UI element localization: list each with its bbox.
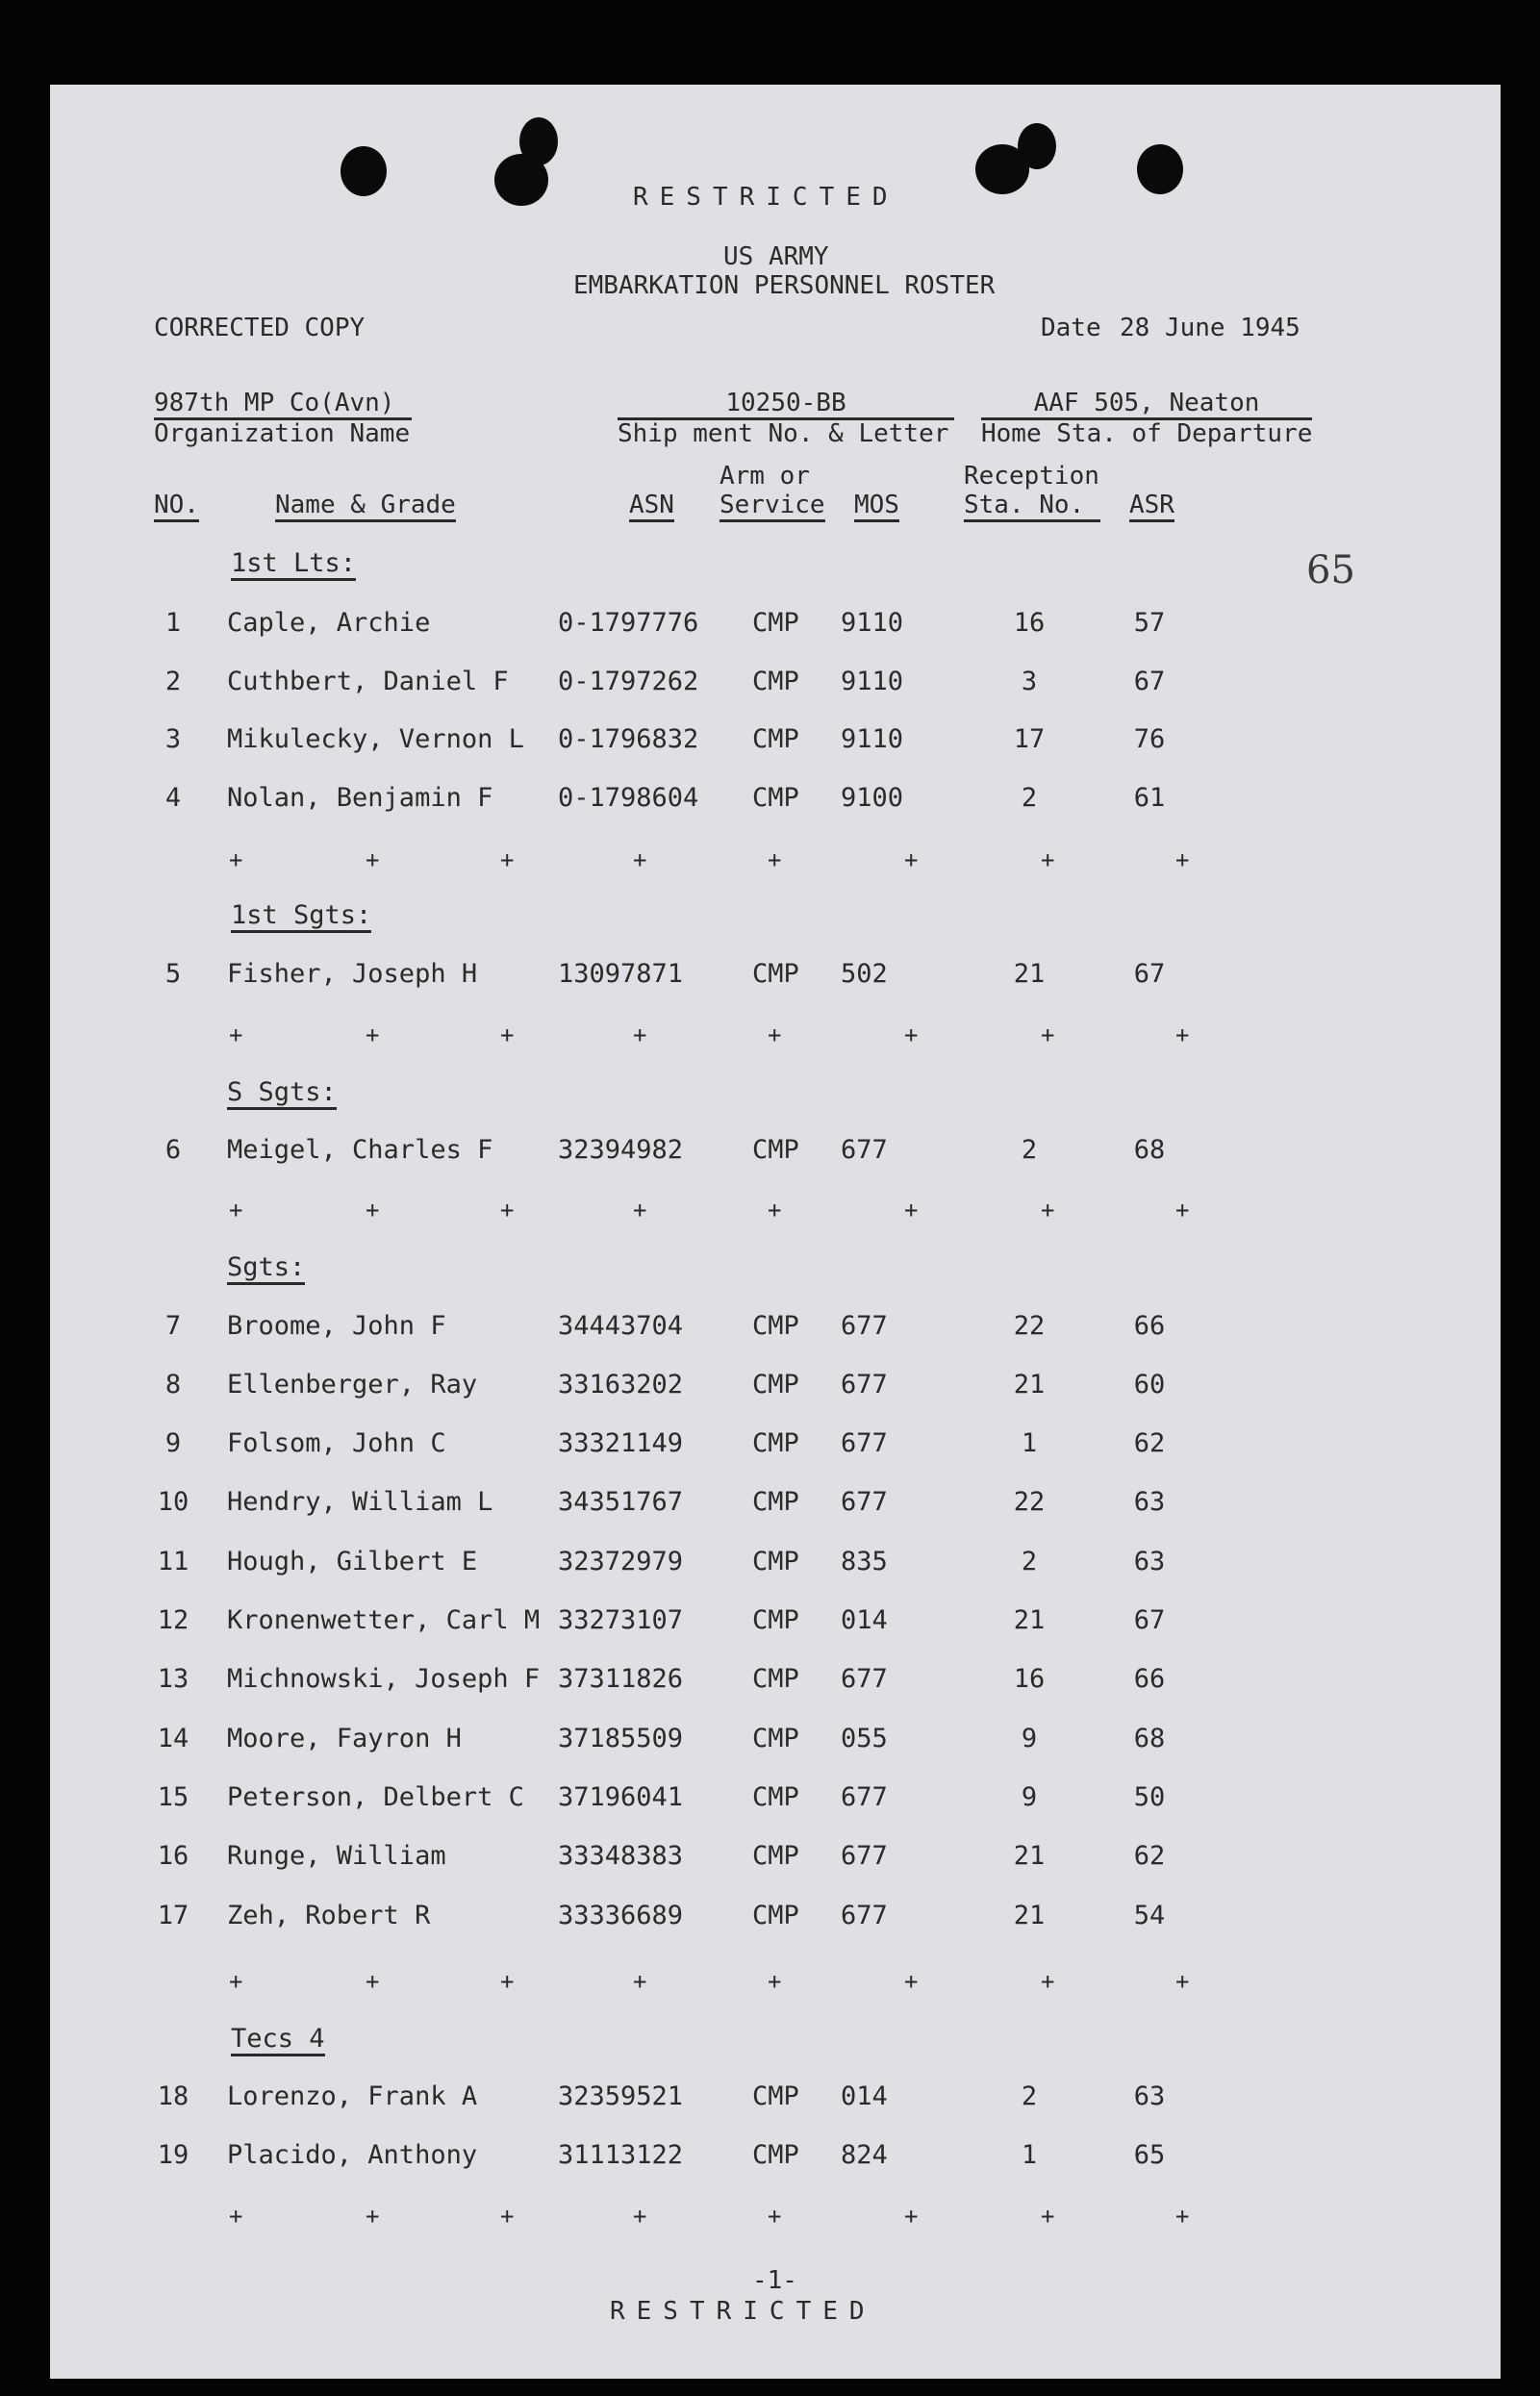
cell-rec: 22 [1013,1311,1046,1341]
roster-row [0,1428,1540,1467]
cell-rec: 21 [1013,959,1046,989]
separator-mark: + [1041,1968,1055,1995]
section-title: 1st Lts: [231,550,356,581]
cell-asr: 63 [1133,1547,1166,1576]
cell-asn: 13097871 [558,959,684,989]
separator-row [0,1968,1540,1997]
cell-asr: 68 [1133,1724,1166,1753]
separator-mark: + [500,1968,515,1995]
cell-asr: 66 [1133,1311,1166,1341]
cell-no: 14 [157,1724,189,1753]
cell-asr: 61 [1133,783,1166,813]
cell-name: Broome, John F [227,1311,446,1341]
cell-arm: CMP [752,1311,799,1341]
cell-asn: 0-1797262 [558,667,699,696]
cell-asn: 0-1797776 [558,608,699,638]
cell-asn: 33336689 [558,1901,684,1930]
cell-name: Placido, Anthony [227,2140,478,2170]
cell-arm: CMP [752,1547,799,1576]
col-header-rec-line2: Sta. No. [964,492,1100,522]
separator-mark: + [768,2203,782,2230]
cell-mos: 677 [841,1487,888,1517]
form-title: EMBARKATION PERSONNEL ROSTER [573,271,996,300]
roster-row [0,1664,1540,1702]
cell-asn: 34351767 [558,1487,684,1517]
separator-mark: + [1175,846,1190,873]
cell-no: 19 [157,2140,189,2170]
section-title: S Sgts: [227,1079,337,1110]
agency-title: US ARMY [723,242,829,271]
col-header-asr: ASR [1129,492,1174,522]
cell-name: Peterson, Delbert C [227,1782,524,1812]
separator-mark: + [904,1021,919,1048]
cell-mos: 9110 [841,724,904,754]
cell-name: Kronenwetter, Carl M [227,1605,541,1635]
separator-mark: + [229,1968,243,1995]
cell-no: 8 [164,1370,182,1400]
separator-mark: + [1175,1021,1190,1048]
cell-no: 18 [157,2081,189,2111]
punch-hole-3 [519,117,558,165]
cell-arm: CMP [752,1782,799,1812]
separator-mark: + [904,1968,919,1995]
separator-mark: + [366,1197,380,1223]
cell-asr: 50 [1133,1782,1166,1812]
cell-no: 15 [157,1782,189,1812]
cell-rec: 21 [1013,1841,1046,1871]
separator-mark: + [500,846,515,873]
cell-rec: 16 [1013,608,1046,638]
cell-mos: 677 [841,1135,888,1165]
separator-mark: + [229,2203,243,2230]
cell-name: Meigel, Charles F [227,1135,493,1165]
cell-mos: 824 [841,2140,888,2170]
cell-arm: CMP [752,1841,799,1871]
cell-rec: 9 [1021,1724,1038,1753]
separator-mark: + [633,1197,647,1223]
separator-mark: + [633,1021,647,1048]
roster-row [0,1135,1540,1173]
cell-rec: 1 [1021,2140,1038,2170]
cell-asn: 37311826 [558,1664,684,1694]
cell-no: 1 [164,608,182,638]
cell-mos: 055 [841,1724,888,1753]
separator-mark: + [904,2203,919,2230]
roster-row [0,783,1540,821]
cell-name: Hendry, William L [227,1487,493,1517]
roster-row [0,2081,1540,2120]
roster-row [0,1547,1540,1585]
cell-arm: CMP [752,1428,799,1458]
restricted-bottom: RESTRICTED [610,2297,876,2326]
date-value: 28 June 1945 [1120,314,1300,342]
cell-asn: 32359521 [558,2081,684,2111]
date-label: Date [1041,314,1101,342]
separator-mark: + [1041,1021,1055,1048]
cell-asn: 0-1796832 [558,724,699,754]
cell-no: 17 [157,1901,189,1930]
corrected-copy: CORRECTED COPY [154,314,366,342]
roster-row [0,1605,1540,1644]
col-header-no: NO. [154,492,199,522]
separator-mark: + [500,1021,515,1048]
cell-no: 4 [164,783,182,813]
cell-mos: 9110 [841,608,904,638]
cell-asr: 65 [1133,2140,1166,2170]
roster-row [0,1311,1540,1349]
roster-row [0,1901,1540,1939]
separator-mark: + [1041,2203,1055,2230]
cell-mos: 835 [841,1547,888,1576]
cell-asn: 37185509 [558,1724,684,1753]
roster-row [0,959,1540,997]
cell-no: 11 [157,1547,189,1576]
cell-rec: 3 [1021,667,1038,696]
cell-asn: 32372979 [558,1547,684,1576]
cell-rec: 9 [1021,1782,1038,1812]
cell-asr: 68 [1133,1135,1166,1165]
separator-mark: + [633,1968,647,1995]
cell-name: Ellenberger, Ray [227,1370,478,1400]
cell-arm: CMP [752,1135,799,1165]
cell-mos: 677 [841,1841,888,1871]
cell-asr: 67 [1133,1605,1166,1635]
cell-mos: 9100 [841,783,904,813]
cell-name: Mikulecky, Vernon L [227,724,524,754]
cell-mos: 677 [841,1428,888,1458]
cell-asn: 33321149 [558,1428,684,1458]
cell-no: 13 [157,1664,189,1694]
separator-mark: + [904,1197,919,1223]
cell-rec: 2 [1021,1135,1038,1165]
cell-name: Michnowski, Joseph F [227,1664,541,1694]
separator-mark: + [366,846,380,873]
separator-mark: + [1175,1968,1190,1995]
cell-rec: 22 [1013,1487,1046,1517]
separator-row [0,846,1540,875]
cell-arm: CMP [752,2140,799,2170]
separator-mark: + [768,1021,782,1048]
cell-arm: CMP [752,959,799,989]
col-header-rec-line1: Reception [964,462,1099,491]
cell-name: Hough, Gilbert E [227,1547,478,1576]
roster-row [0,2140,1540,2179]
cell-asr: 62 [1133,1428,1166,1458]
roster-row [0,1487,1540,1526]
cell-name: Folsom, John C [227,1428,446,1458]
cell-mos: 9110 [841,667,904,696]
separator-mark: + [633,846,647,873]
separator-mark: + [1175,1197,1190,1223]
separator-mark: + [633,2203,647,2230]
separator-row [0,1197,1540,1225]
cell-name: Nolan, Benjamin F [227,783,493,813]
station-value: AAF 505, Neaton [981,391,1312,420]
cell-rec: 21 [1013,1370,1046,1400]
cell-name: Fisher, Joseph H [227,959,478,989]
separator-mark: + [768,1968,782,1995]
cell-rec: 2 [1021,1547,1038,1576]
cell-mos: 677 [841,1901,888,1930]
shipment-value: 10250-BB [618,391,954,420]
cell-asr: 54 [1133,1901,1166,1930]
cell-arm: CMP [752,783,799,813]
cell-mos: 677 [841,1370,888,1400]
cell-asr: 66 [1133,1664,1166,1694]
col-header-arm-line1: Arm or [720,462,810,491]
cell-no: 9 [164,1428,182,1458]
page-mark-number: 65 [1306,548,1355,593]
cell-rec: 2 [1021,2081,1038,2111]
cell-name: Runge, William [227,1841,446,1871]
cell-no: 10 [157,1487,189,1517]
cell-asn: 37196041 [558,1782,684,1812]
cell-mos: 677 [841,1664,888,1694]
col-header-mos: MOS [854,492,899,522]
roster-row [0,608,1540,646]
cell-no: 5 [164,959,182,989]
cell-arm: CMP [752,1605,799,1635]
cell-asr: 67 [1133,959,1166,989]
separator-row [0,1021,1540,1050]
cell-rec: 21 [1013,1901,1046,1930]
separator-mark: + [366,1968,380,1995]
cell-arm: CMP [752,1370,799,1400]
cell-asr: 63 [1133,2081,1166,2111]
cell-arm: CMP [752,724,799,754]
cell-asr: 63 [1133,1487,1166,1517]
separator-row [0,2203,1540,2232]
cell-no: 3 [164,724,182,754]
roster-row [0,1782,1540,1821]
cell-arm: CMP [752,1664,799,1694]
roster-row [0,724,1540,763]
cell-asn: 33163202 [558,1370,684,1400]
col-header-asn: ASN [629,492,674,522]
shipment-label: Ship ment No. & Letter [618,419,949,448]
organization-label: Organization Name [154,419,411,448]
cell-arm: CMP [752,667,799,696]
cell-rec: 21 [1013,1605,1046,1635]
cell-mos: 677 [841,1782,888,1812]
cell-mos: 014 [841,1605,888,1635]
cell-name: Lorenzo, Frank A [227,2081,478,2111]
roster-row [0,1841,1540,1879]
cell-arm: CMP [752,608,799,638]
punch-hole-6 [1137,144,1183,194]
punch-hole-5 [1018,123,1056,169]
cell-mos: 014 [841,2081,888,2111]
separator-mark: + [904,846,919,873]
cell-asn: 31113122 [558,2140,684,2170]
separator-mark: + [768,846,782,873]
section-title: Tecs 4 [231,2026,325,2056]
cell-name: Cuthbert, Daniel F [227,667,509,696]
station-label: Home Sta. of Departure [981,419,1313,448]
separator-mark: + [229,1021,243,1048]
punch-hole-1 [341,146,387,196]
cell-asr: 76 [1133,724,1166,754]
cell-rec: 2 [1021,783,1038,813]
separator-mark: + [366,1021,380,1048]
cell-no: 6 [164,1135,182,1165]
cell-asr: 62 [1133,1841,1166,1871]
cell-rec: 1 [1021,1428,1038,1458]
cell-asr: 67 [1133,667,1166,696]
cell-rec: 16 [1013,1664,1046,1694]
cell-asn: 34443704 [558,1311,684,1341]
separator-mark: + [1041,1197,1055,1223]
cell-mos: 677 [841,1311,888,1341]
cell-no: 12 [157,1605,189,1635]
cell-asn: 0-1798604 [558,783,699,813]
cell-no: 2 [164,667,182,696]
cell-name: Caple, Archie [227,608,431,638]
section-title: Sgts: [227,1254,305,1285]
cell-name: Zeh, Robert R [227,1901,431,1930]
page-number: -1- [752,2266,797,2295]
separator-mark: + [366,2203,380,2230]
cell-asn: 32394982 [558,1135,684,1165]
separator-mark: + [229,846,243,873]
cell-asr: 57 [1133,608,1166,638]
roster-row [0,1724,1540,1762]
separator-mark: + [1175,2203,1190,2230]
cell-arm: CMP [752,1487,799,1517]
separator-mark: + [500,2203,515,2230]
separator-mark: + [768,1197,782,1223]
separator-mark: + [229,1197,243,1223]
cell-arm: CMP [752,1901,799,1930]
cell-rec: 17 [1013,724,1046,754]
organization-value: 987th MP Co(Avn) [154,391,412,420]
separator-mark: + [1041,846,1055,873]
section-title: 1st Sgts: [231,902,371,933]
cell-asn: 33348383 [558,1841,684,1871]
col-header-arm-line2: Service [720,492,825,522]
cell-asn: 33273107 [558,1605,684,1635]
roster-row [0,1370,1540,1408]
cell-no: 7 [164,1311,182,1341]
roster-row [0,667,1540,705]
cell-name: Moore, Fayron H [227,1724,462,1753]
cell-mos: 502 [841,959,888,989]
cell-arm: CMP [752,1724,799,1753]
cell-asr: 60 [1133,1370,1166,1400]
separator-mark: + [500,1197,515,1223]
cell-no: 16 [157,1841,189,1871]
restricted-top: RESTRICTED [633,183,899,212]
col-header-name: Name & Grade [275,492,456,522]
cell-arm: CMP [752,2081,799,2111]
